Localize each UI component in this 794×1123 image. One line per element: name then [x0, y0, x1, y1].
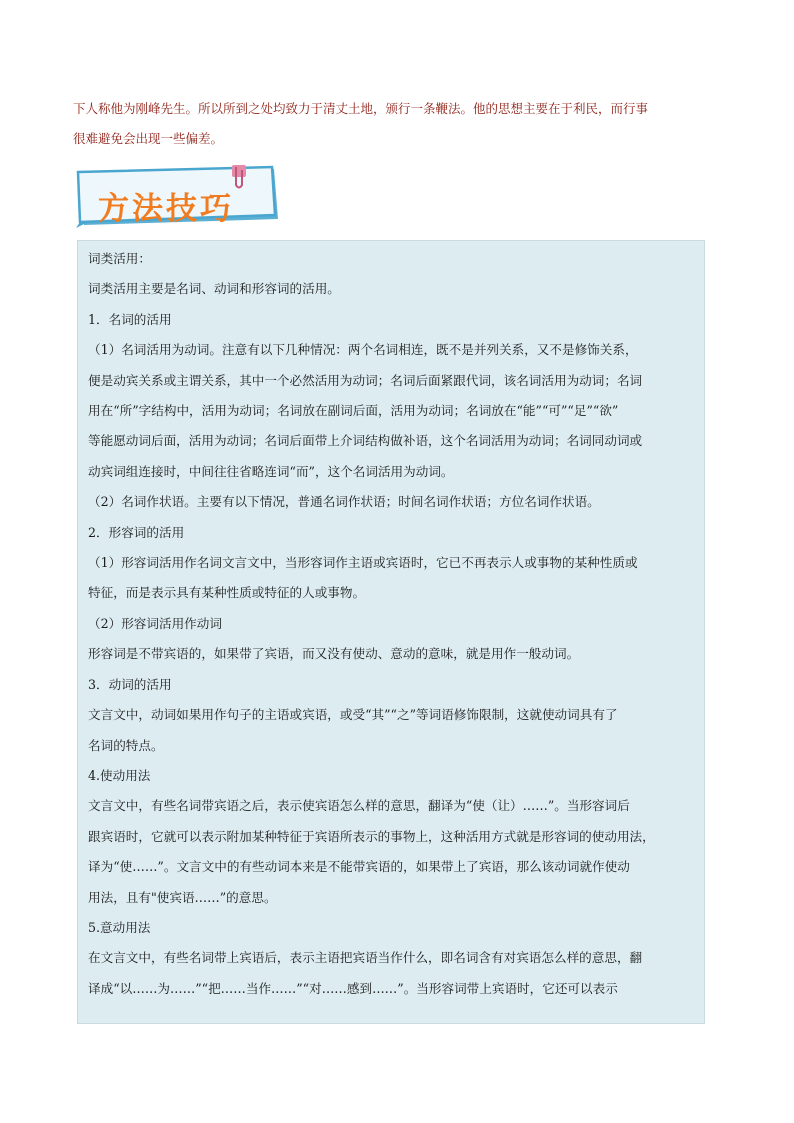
content-line: 用在“所”字结构中，活用为动词；名词放在副词后面，活用为动词；名词放在“能”“可”“足”“欲”: [88, 403, 619, 419]
content-line: 特征，而是表示具有某种性质或特征的人或事物。: [88, 585, 366, 601]
content-line: 译为“使……”。文言文中的有些动词本来是不能带宾语的，如果带上了宾语，那么该动词就作使动: [88, 859, 630, 875]
content-line: 文言文中，动词如果用作句子的主语或宾语，或受“其”“之”等词语修饰限制，这就使动词具有了: [88, 707, 618, 723]
content-text: [88, 244, 698, 1004]
content-line: 3．动词的活用: [88, 676, 172, 692]
content-line: 等能愿动词后面，活用为动词；名词后面带上介词结构做补语，这个名词活用为动词；名词同动词或: [88, 433, 643, 449]
content-line: 形容词是不带宾语的，如果带了宾语，而又没有使动、意动的意味，就是用作一般动词。: [88, 646, 580, 662]
content-line: 文言文中，有些名词带宾语之后，表示使宾语怎么样的意思，翻译为“使（让）……”。当形容词后: [88, 798, 630, 814]
content-line: （2）名词作状语。主要有以下情况，普通名词作状语；时间名词作状语；方位名词作状语。: [88, 494, 600, 510]
intro-paragraph: [73, 94, 723, 154]
content-line: （1）名词活用为动词。注意有以下几种情况：两个名词相连，既不是并列关系，又不是修饰关系，: [88, 342, 638, 358]
content-line: 动宾词组连接时，中间往往省略连词“而”，这个名词活用为动词。: [88, 463, 454, 479]
content-box: [77, 240, 705, 1024]
content-line: 4.使动用法: [88, 767, 151, 783]
content-line: 在文言文中，有些名词带上宾语后，表示主语把宾语当作什么，即名词含有对宾语怎么样的意思，翻: [88, 950, 643, 966]
intro-line-2: 很难避免会出现一些偏差。: [73, 131, 224, 146]
section-banner: [76, 165, 281, 229]
content-line: 便是动宾关系或主谓关系，其中一个必然活用为动词；名词后面紧跟代词，该名词活用为动词；名词: [88, 372, 643, 388]
content-line: 译成“以……为……”“把……当作……”“对……感到……”。当形容词带上宾语时，它还可以表示: [88, 980, 618, 996]
content-line: （1）形容词活用作名词文言文中，当形容词作主语或宾语时，它已不再表示人或事物的某种性质或: [88, 555, 638, 571]
content-line: 词类活用主要是名词、动词和形容词的活用。: [88, 281, 340, 297]
content-line: （2）形容词活用作动词: [88, 615, 222, 631]
content-line: 名词的特点。: [88, 737, 164, 753]
content-line: 词类活用：: [88, 251, 151, 266]
content-line: 2．形容词的活用: [88, 524, 185, 540]
content-line: 跟宾语时，它就可以表示附加某种特征于宾语所表示的事物上，这种活用方式就是形容词的使动用法，: [88, 828, 655, 844]
content-line: 5.意动用法: [88, 919, 151, 935]
content-line: 1．名词的活用: [88, 311, 172, 327]
intro-line-1: 下人称他为刚峰先生。所以所到之处均致力于清丈土地，颁行一条鞭法。他的思想主要在于利民，而行事: [73, 101, 649, 116]
content-line: 用法，且有"使宾语……”的意思。: [88, 889, 277, 905]
banner-title: 方法技巧: [98, 191, 234, 227]
